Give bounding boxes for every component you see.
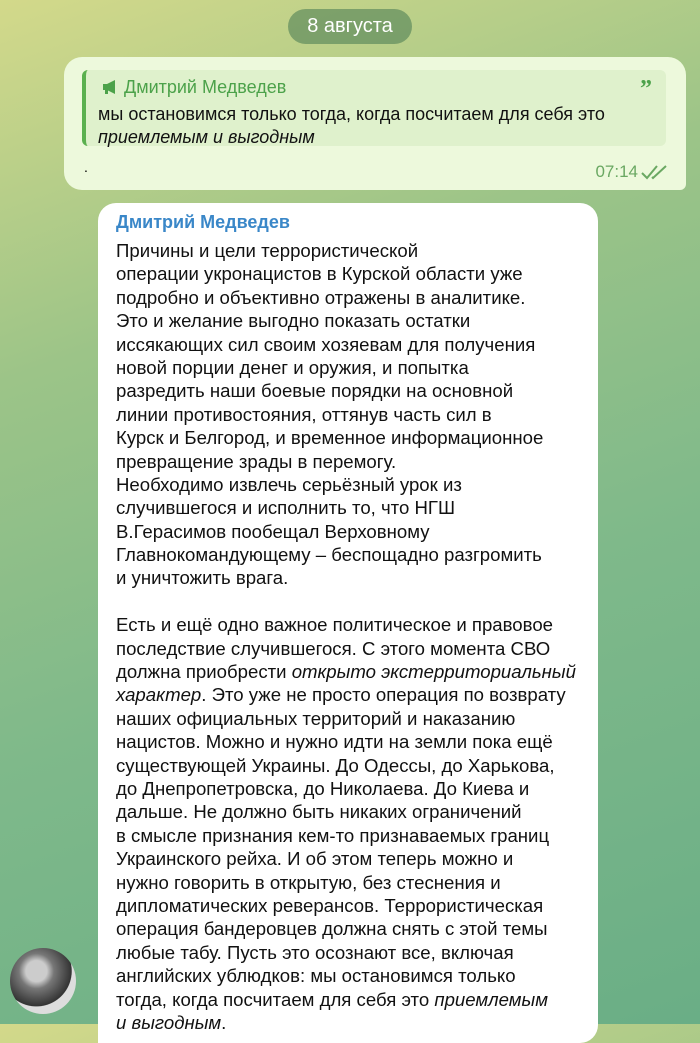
text-line (116, 309, 576, 332)
text-line (116, 403, 576, 426)
text-segment: разредить наши боевые порядки на основной (116, 380, 514, 402)
text-line (116, 754, 576, 777)
text-segment: тогда, когда посчитаем для себя это (116, 988, 435, 1010)
text-line (116, 333, 576, 356)
text-line (116, 450, 576, 473)
text-segment: и уничтожить врага. (116, 567, 289, 589)
text-segment: . (221, 1011, 227, 1033)
text-line (116, 777, 576, 800)
text-line (116, 941, 576, 964)
italic-text: характер (116, 684, 202, 706)
text-line (116, 239, 576, 262)
text-line (116, 566, 576, 589)
text-line (116, 520, 576, 543)
sender-avatar[interactable] (10, 948, 76, 1014)
text-segment: нацистов. Можно и нужно идти на земли пока ещё (116, 731, 553, 753)
text-segment: иссякающих сил своим хозяевам для получения (116, 333, 536, 355)
text-segment: последствие случившегося. С этого момента СВО (116, 637, 551, 659)
text-segment: Причины и цели террористической (116, 240, 419, 261)
text-line (116, 730, 576, 753)
quote-text (98, 103, 668, 149)
text-segment: В.Герасимов пообещал Верховному (116, 520, 430, 542)
text-segment: нужно говорить в открытую, без стеснения и (116, 871, 501, 893)
text-line (116, 613, 576, 636)
message-caption: . (84, 159, 88, 175)
italic-text: и выгодным (116, 1011, 222, 1033)
text-segment: Это и желание выгодно показать остатки (116, 310, 471, 332)
text-line (116, 426, 576, 449)
text-segment: новой порции денег и оружия, и попытка (116, 356, 469, 378)
quote-author (102, 77, 286, 98)
text-segment: . Это уже не просто операция по возврату (201, 684, 566, 706)
italic-text: приемлемым (434, 988, 548, 1010)
text-line (116, 871, 576, 894)
text-segment: Курск и Белгород, и временное информационное (116, 427, 544, 449)
text-line (116, 286, 576, 309)
text-segment: Главнокомандующему – беспощадно разгромить (116, 544, 542, 566)
text-line (116, 707, 576, 730)
text-segment: Украинского рейха. И об этом теперь можно и (116, 848, 514, 870)
text-segment: операция бандеровцев должна снять с этой темы (116, 918, 548, 940)
text-line (116, 894, 576, 917)
text-segment: Необходимо извлечь серьёзный урок из (116, 473, 462, 495)
text-segment: существующей Украины. До Одессы, до Харькова, (116, 754, 555, 776)
incoming-message[interactable] (98, 203, 598, 1043)
text-segment: до Днепропетровска, до Николаева. До Киева и (116, 777, 530, 799)
text-line (116, 356, 576, 379)
text-segment: дипломатических реверансов. Террористическая (116, 894, 544, 916)
text-line (116, 847, 576, 870)
quote-author-name: Дмитрий Медведев (124, 77, 287, 97)
text-line (116, 800, 576, 823)
text-segment: наших официальных территорий и наказанию (116, 707, 516, 729)
outgoing-message[interactable] (64, 57, 686, 190)
text-line (116, 496, 576, 519)
quoted-reply[interactable] (82, 70, 666, 146)
text-line (116, 543, 576, 566)
date-badge: 8 августа (288, 9, 412, 44)
text-line (116, 988, 576, 1011)
text-segment: любые табу. Пусть это осознают все, включая (116, 941, 514, 963)
text-line (116, 917, 576, 940)
sender-name[interactable]: Дмитрий Медведев (116, 212, 290, 232)
italic-text: открыто экстерриториальный (291, 661, 576, 683)
megaphone-icon (102, 79, 120, 95)
text-segment: в смысле признания кем-то признаваемых границ (116, 824, 550, 846)
text-segment: превращение зрады в перемогу. (116, 450, 397, 472)
text-line (116, 637, 576, 660)
text-line (116, 824, 576, 847)
text-segment: операции укронацистов в Курской области уже (116, 263, 523, 285)
quote-text-italic: приемлемым и выгодным (98, 127, 315, 147)
text-segment: случившегося и исполнить то, что НГШ (116, 497, 456, 519)
text-segment: подробно и объективно отражены в аналитике. (116, 286, 526, 308)
text-line (116, 1011, 576, 1034)
text-line (116, 262, 576, 285)
text-line (116, 964, 576, 987)
text-segment: линии противостояния, оттянув часть сил в (116, 403, 492, 425)
text-segment: дальше. Не должно быть никаких ограничений (116, 801, 522, 823)
quote-text-regular: мы остановимся только тогда, когда посчитаем для себя это (98, 104, 605, 124)
text-line (116, 473, 576, 496)
text-line (116, 683, 576, 706)
text-segment: должна приобрести (116, 661, 292, 683)
text-line (116, 660, 576, 683)
text-segment: Есть и ещё одно важное политическое и правовое (116, 614, 553, 636)
double-check-icon (640, 163, 670, 181)
text-line (116, 379, 576, 402)
text-line (116, 590, 576, 613)
quote-icon: ” (640, 76, 652, 102)
message-time: 07:14 (595, 162, 638, 181)
text-segment: английских ублюдков: мы остановимся только (116, 965, 516, 987)
message-text (116, 239, 576, 1034)
